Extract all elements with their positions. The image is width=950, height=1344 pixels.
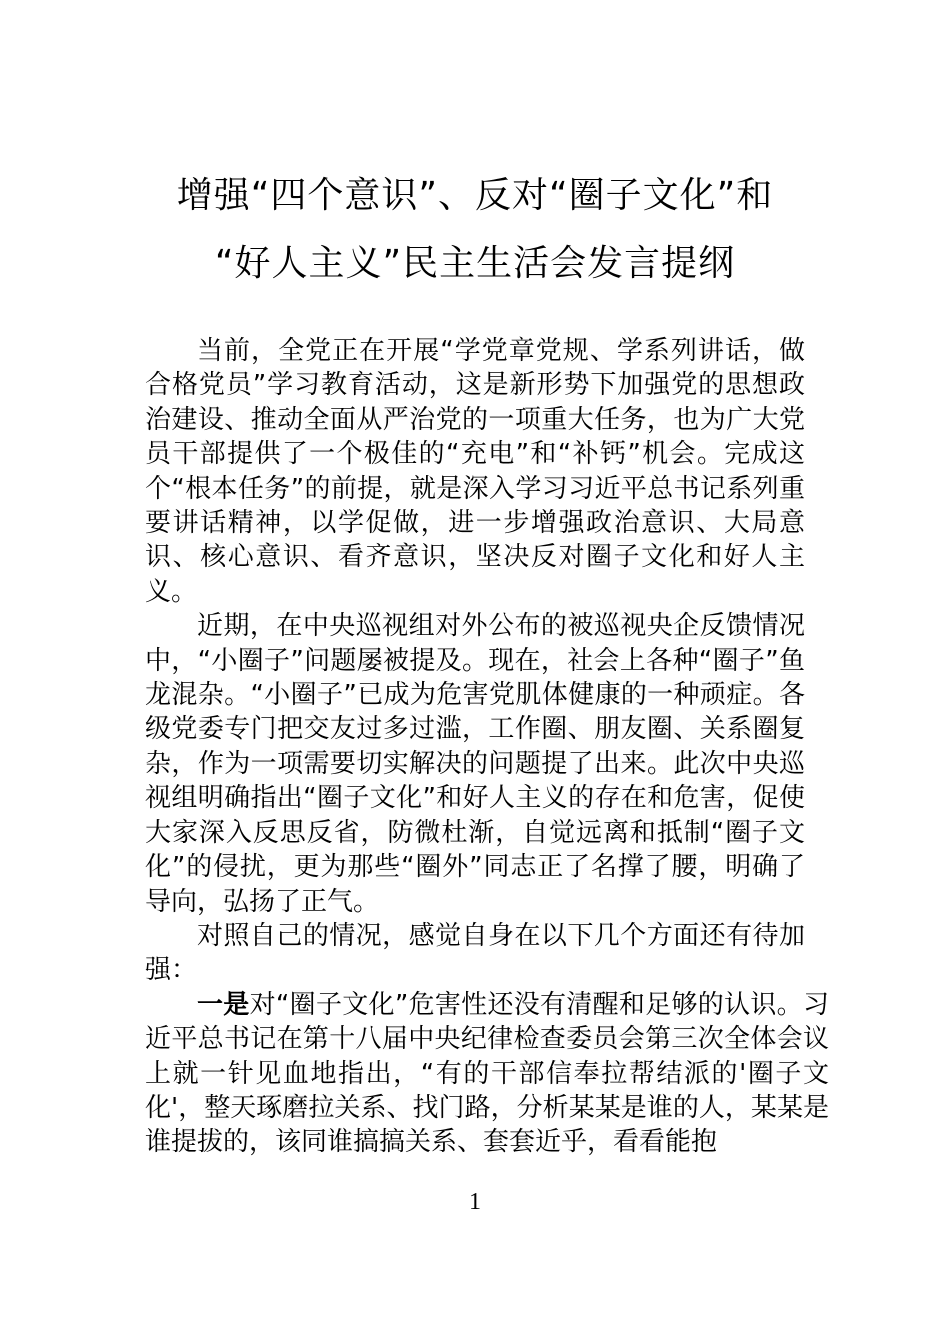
paragraph-self-review: 对照自己的情况，感觉自身在以下几个方面还有待加强： bbox=[145, 920, 805, 986]
document-title-line-2: “好人主义”民主生活会发言提纲 bbox=[214, 243, 736, 284]
page-number: 1 bbox=[469, 1189, 481, 1215]
paragraph-circles: 近期，在中央巡视组对外公布的被巡视央企反馈情况中，“小圈子”问题屡被提及。现在，社会上各种“圈子”鱼龙混杂。“小圈子”已成为危害党肌体健康的一种顽症。各级党委专门把交友过多过滥，工作圈、朋友圈、关系圈复杂，作为一项需要切实解决的问题提了出来。此次中央巡视组明确指出“圈子文化”和好人主义的存在和危害，促使大家深入反思反省，防微杜渐，自觉远离和抵制“圈子文化”的侵扰，更为那些“圈外”同志正了名撑了腰，明确了导向，弘扬了正气。 bbox=[145, 611, 805, 917]
document-title-line-1: 增强“四个意识”、反对“圈子文化”和 bbox=[176, 175, 774, 216]
document-body bbox=[145, 334, 829, 1160]
paragraph-intro: 当前，全党正在开展“学党章党规、学系列讲话，做合格党员”学习教育活动，这是新形势下加强党的思想政治建设、推动全面从严治党的一项重大任务，也为广大党员干部提供了一个极佳的“充电”和“补钙”机会。完成这个“根本任务”的前提，就是深入学习习近平总书记系列重要讲话精神，以学促做，进一步增强政治意识、大局意识、核心意识、看齐意识，坚决反对圈子文化和好人主义。 bbox=[145, 336, 805, 607]
point-one-lead: 一是 bbox=[197, 989, 250, 1020]
point-one-text: 对“圈子文化”危害性还没有清醒和足够的认识。习近平总书记在第十八届中央纪律检查委员会第三次全体会议上就一针见血地指出，“有的干部信奉拉帮结派的'圈子文化'，整天琢磨拉关系、找门路，分析某某是谁的人，某某是谁提拔的，该同谁搞搞关系、套套近乎，看看能抱 bbox=[145, 989, 829, 1158]
paragraph-point-one bbox=[145, 988, 829, 1160]
